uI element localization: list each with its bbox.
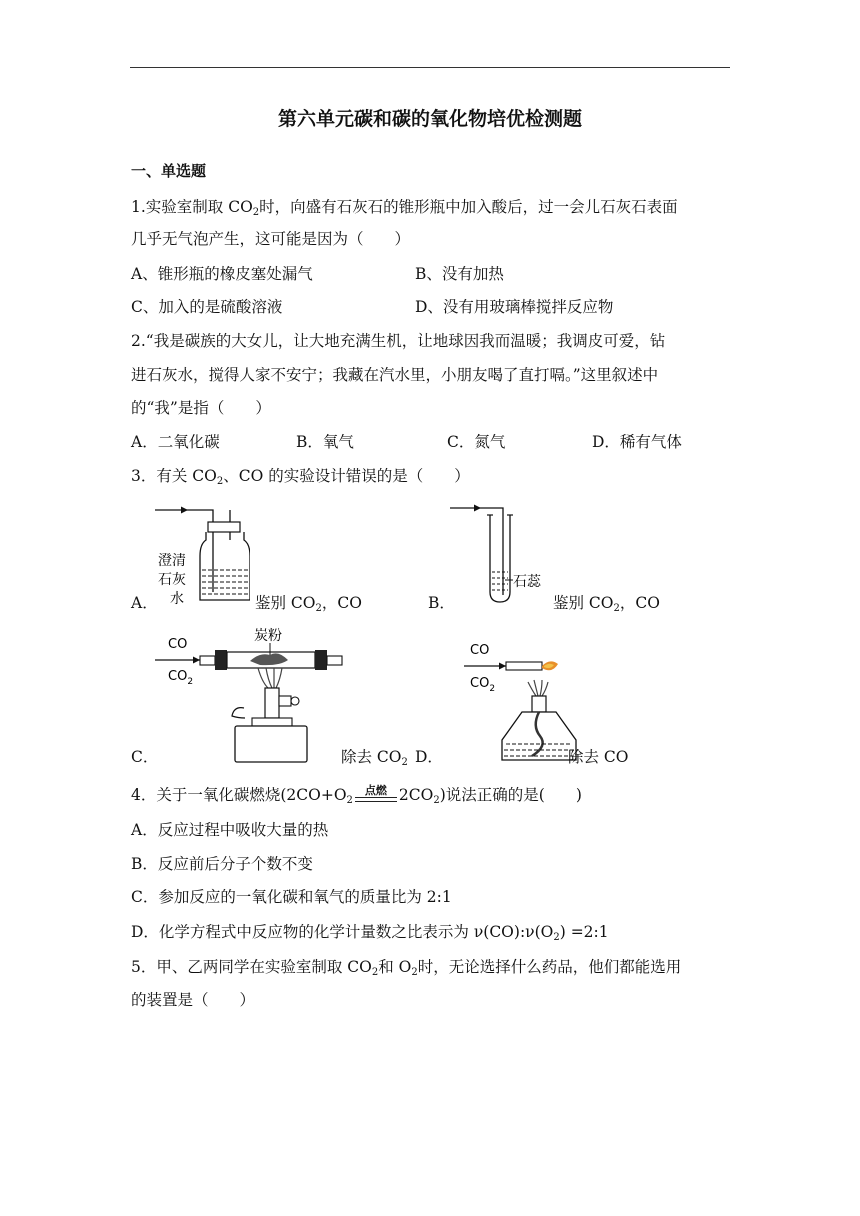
q2-stem-line3: 的“我”是指（ ）: [131, 399, 271, 417]
q2-stem-line2: 进石灰水，搅得人家不安宁；我藏在汽水里，小朋友喝了直打嗝。”这里叙述中: [131, 366, 659, 384]
q2-option-a: A．二氧化碳: [131, 433, 220, 451]
figd-co2-label: $CO_2$: [470, 676, 496, 694]
q3-stem: 3．有关 $CO_2$、CO 的实验设计错误的是（ ）: [131, 467, 470, 487]
figa-label-1: 澄清: [158, 553, 186, 569]
figc-co-label: CO: [168, 637, 188, 652]
q1-stem-line2: 几乎无气泡产生，这可能是因为（ ）: [131, 230, 411, 248]
q2-option-d: D．稀有气体: [592, 433, 682, 451]
page-title: 第六单元碳和碳的氧化物培优检测题: [277, 108, 582, 130]
section-heading: 一、单选题: [131, 162, 207, 180]
q3-option-a-label: A．: [131, 594, 158, 612]
q3-option-c-label: C．: [131, 748, 159, 766]
q3-option-b-label: B．: [428, 594, 455, 612]
header-rule: [130, 67, 730, 68]
figc-powder-label: 炭粉: [254, 628, 282, 644]
q4-option-d: D．化学方程式中反应物的化学计量数之比表示为 $\nu(CO):\nu(O_2)$ =2:1: [131, 923, 609, 943]
figure-gas-washing-bottle: [150, 500, 250, 610]
q1-stem-line1: 1.实验室制取 $CO_2$时，向盛有石灰石的锥形瓶中加入酸后，过一会儿石灰石表面: [131, 198, 678, 218]
q3-option-b-caption: 鉴别 $CO_2$，CO: [553, 594, 660, 614]
q3-option-d-label: D．: [415, 748, 443, 766]
q5-stem-line2: 的装置是（ ）: [131, 991, 256, 1009]
q4-option-b: B．反应前后分子个数不变: [131, 855, 313, 873]
q1-option-c: C、加入的是硫酸溶液: [131, 298, 283, 316]
q1-option-d: D、没有用玻璃棒搅拌反应物: [415, 298, 614, 316]
q2-option-b: B．氧气: [296, 433, 354, 451]
figure-test-tube: [445, 500, 555, 605]
q3-option-d-caption: 除去 CO: [568, 748, 629, 766]
q1-option-b: B、没有加热: [415, 265, 504, 283]
figd-co-label: CO: [470, 643, 490, 658]
figure-charcoal-tube: [150, 622, 350, 767]
q5-stem-line1: 5．甲、乙两同学在实验室制取 $CO_2$和 $O_2$时，无论选择什么药品，他们都能选用: [131, 958, 682, 978]
figa-label-3: 水: [170, 591, 184, 607]
figc-co2-label: $CO_2$: [168, 669, 194, 687]
figb-label: 石蕊: [513, 574, 541, 590]
q3-option-a-caption: 鉴别 $CO_2$，CO: [255, 594, 362, 614]
figa-label-2: 石灰: [158, 572, 186, 588]
q3-option-c-caption: 除去 $CO_2$: [341, 748, 408, 768]
q4-option-a: A．反应过程中吸收大量的热: [131, 821, 329, 839]
reaction-condition: 点燃: [353, 785, 399, 807]
q4-option-c: C．参加反应的一氧化碳和氧气的质量比为 2:1: [131, 888, 452, 906]
figure-alcohol-lamp: [462, 630, 582, 770]
q2-option-c: C．氮气: [447, 433, 506, 451]
q2-stem-line1: 2.“我是碳族的大女儿，让大地充满生机，让地球因我而温暖；我调皮可爱，钻: [131, 332, 666, 350]
q4-stem: 4．关于一氧化碳燃烧($2CO+O_2$ 点燃 $2CO_2$)说法正确的是( ): [131, 784, 582, 806]
q1-option-a: A、锥形瓶的橡皮塞处漏气: [131, 265, 313, 283]
